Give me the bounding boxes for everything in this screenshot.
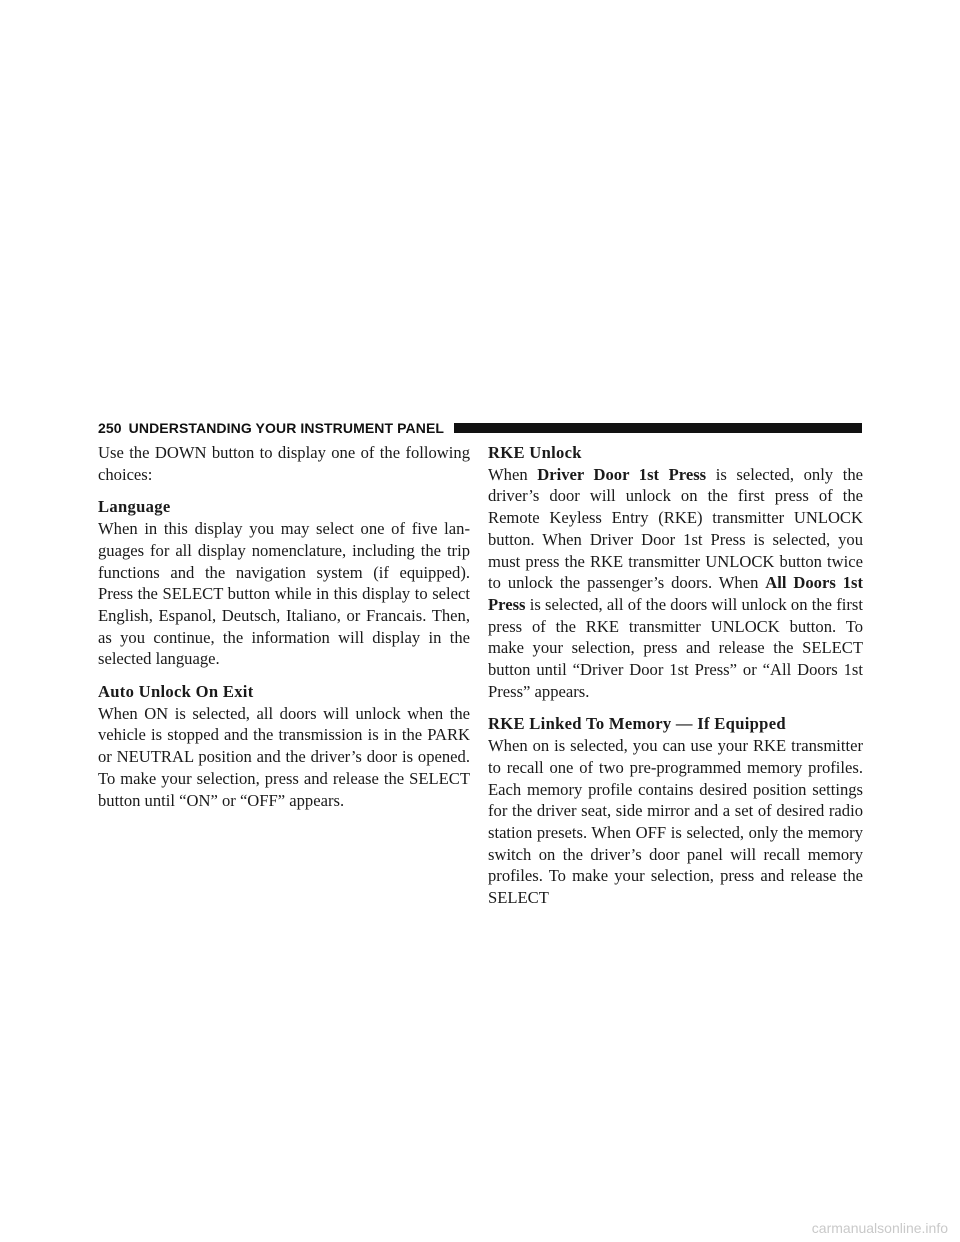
left-column <box>98 442 470 811</box>
rke-memory-heading: RKE Linked To Memory — If Equipped <box>488 714 786 734</box>
page-number: 250 <box>98 420 122 436</box>
rke-unlock-text-1: When <box>488 464 538 484</box>
all-doors-option: All Doors 1st Press <box>488 573 863 614</box>
language-heading: Language <box>98 497 171 517</box>
rke-memory-paragraph: When on is selected, you can use your RKE transmitter to recall one of two pre-programmed memory profiles. Each memory profile contains desired position settings for the driver seat, side mirror and a set of desired radio station presets. When OFF is selected, only the memory switch on the driver’s door panel will recall memory profiles. To make your selection, press and release the SELECT <box>488 736 863 908</box>
rke-unlock-text-2: is selected, only the driver’s door will unlock on the first press of the Remote Keyless Entry (RKE) transmitter UNLOCK button. When Driver Door 1st Press is selected, you must press the RKE transmitter UNLOCK button twice to unlock the passenger’s doors. When <box>488 464 863 593</box>
intro-paragraph: Use the DOWN button to display one of the following choices: <box>98 443 470 484</box>
rke-unlock-text-3: is selected, all of the doors will unlock on the first press of the RKE transmitter UNLOCK button. To make your selection, press and release the SELECT button until “Driver Door 1st Press” or “All Doors 1st Press” appears. <box>488 594 863 701</box>
section-title: UNDERSTANDING YOUR INSTRUMENT PANEL <box>128 420 445 436</box>
auto-unlock-heading: Auto Unlock On Exit <box>98 682 254 702</box>
right-column <box>488 442 863 909</box>
footer-watermark <box>0 1212 960 1242</box>
rke-unlock-paragraph <box>488 464 863 703</box>
driver-door-option: Driver Door 1st Press <box>537 464 707 484</box>
rke-unlock-heading: RKE Unlock <box>488 443 582 462</box>
header-rule <box>454 423 862 433</box>
language-paragraph: When in this display you may select one of five languages for all display nomenclature, including the trip functions and the navigation system (if equipped). Press the SELECT button while in this display to select English, Espanol, Deutsch, Italiano, or Francais. Then, as you continue, the information will display in the selected language. <box>98 519 470 669</box>
auto-unlock-paragraph: When ON is selected, all doors will unlock when the vehicle is stopped and the transmission is in the PARK or NEUTRAL position and the driver’s door is opened. To make your selection, press and release the SELECT button until “ON” or “OFF” appears. <box>98 703 470 810</box>
page-header <box>98 418 862 438</box>
watermark-text: carmanualsonline.info <box>811 1220 948 1236</box>
